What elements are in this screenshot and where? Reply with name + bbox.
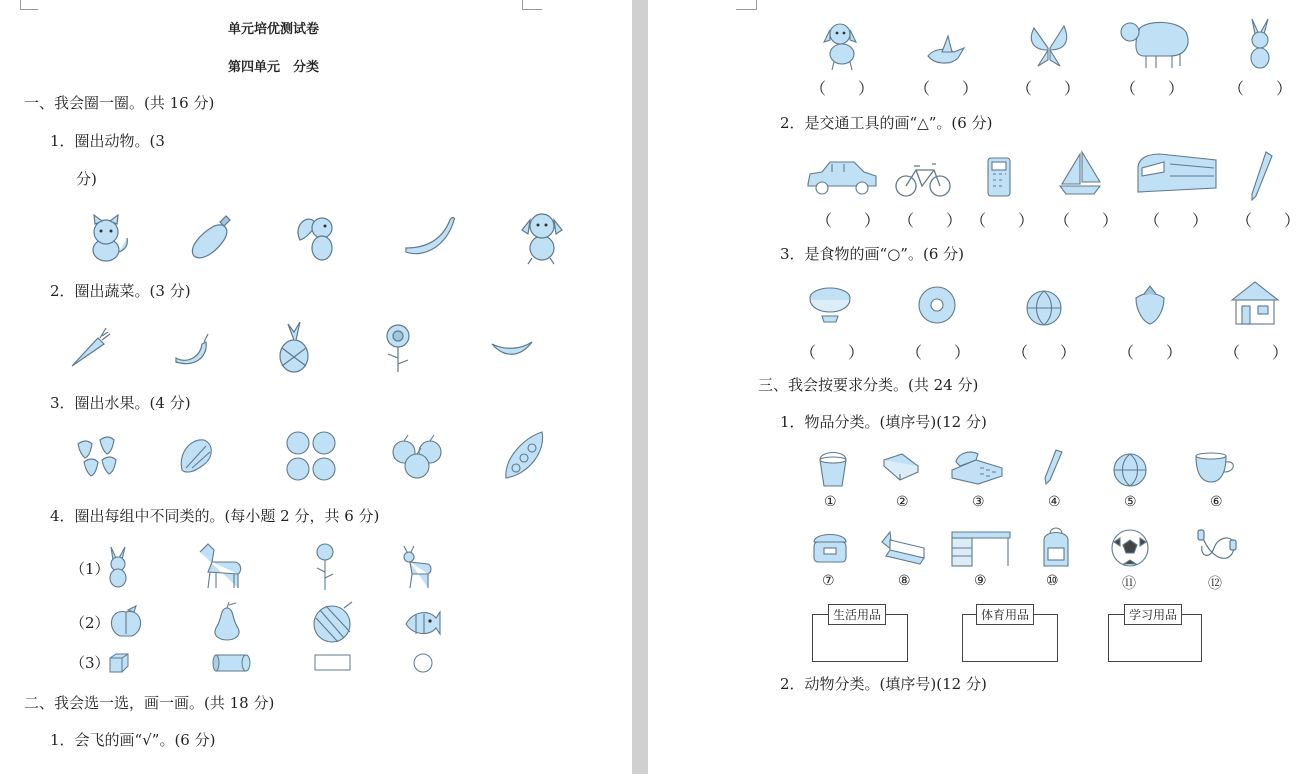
strawberries-icon[interactable]	[74, 434, 122, 478]
item-number: ⑪	[1122, 576, 1136, 592]
left-page	[0, 0, 632, 774]
rice-bowl-icon[interactable]	[806, 282, 854, 326]
train-icon[interactable]	[1134, 150, 1218, 198]
crop-mark	[522, 9, 542, 10]
page-gap	[632, 0, 648, 774]
s2-q1-text: 1．会飞的画“√”。(6 分)	[50, 731, 216, 749]
cylinder-icon[interactable]	[212, 653, 252, 673]
blank-paren[interactable]: （ ）	[1016, 79, 1081, 98]
q4-text: 4．圈出每组中不同类的。(每小题 2 分，共 6 分)	[50, 507, 380, 525]
blank-paren[interactable]: （ ）	[1054, 211, 1119, 230]
butterfly-icon[interactable]	[1028, 24, 1070, 72]
pear-icon[interactable]	[210, 602, 244, 642]
circle-icon[interactable]	[412, 652, 434, 674]
rice-cooker-icon[interactable]	[810, 528, 850, 568]
blank-paren[interactable]: （ ）	[1224, 343, 1289, 362]
cup-icon[interactable]	[1192, 450, 1240, 486]
squirrel-icon[interactable]	[292, 210, 344, 264]
carrot-icon[interactable]	[68, 326, 112, 370]
banana-icon[interactable]	[402, 214, 458, 260]
blank-paren[interactable]: （ ）	[816, 211, 881, 230]
bucket-icon[interactable]	[816, 450, 850, 488]
blank-paren[interactable]: （ ）	[906, 343, 971, 362]
box-label: 生活用品	[828, 604, 886, 625]
blank-paren[interactable]: （ ）	[914, 79, 979, 98]
s3-q1-text: 1．物品分类。(填序号)(12 分)	[780, 413, 987, 431]
cabbage-icon[interactable]	[176, 434, 218, 476]
fish-icon[interactable]	[402, 606, 442, 640]
item-number: ②	[896, 494, 909, 510]
bed-icon[interactable]	[880, 528, 930, 568]
peas-icon[interactable]	[500, 428, 550, 484]
rose-icon[interactable]	[312, 542, 338, 592]
section1-heading: 一、我会圈一圈。(共 16 分)	[24, 94, 215, 112]
ball-icon[interactable]	[1024, 288, 1064, 328]
cucumber-icon[interactable]	[490, 338, 534, 360]
q3-text: 3．是食物的画“○”。(6 分)	[780, 245, 964, 263]
blank-paren[interactable]: （ ）	[800, 343, 865, 362]
crop-mark	[736, 9, 756, 10]
pencil-icon[interactable]	[1042, 448, 1064, 486]
house-icon[interactable]	[1230, 280, 1280, 326]
deer-icon[interactable]	[400, 544, 436, 590]
section3-heading: 三、我会按要求分类。(共 24 分)	[758, 376, 979, 394]
pineapple-icon[interactable]	[274, 320, 314, 374]
item-number: ⑨	[974, 573, 987, 589]
sheep-icon[interactable]	[1118, 16, 1192, 72]
cat-icon[interactable]	[80, 212, 132, 264]
sailboat-icon[interactable]	[1056, 150, 1104, 198]
puppy-icon[interactable]	[820, 20, 860, 72]
item-number: ⑥	[1210, 494, 1223, 510]
bicycle-icon[interactable]	[894, 156, 952, 198]
sunflower-icon[interactable]	[378, 322, 418, 374]
chili-icon[interactable]	[172, 330, 212, 370]
peach-icon[interactable]	[106, 604, 146, 640]
strawberry-icon[interactable]	[1130, 284, 1170, 326]
crop-mark	[20, 9, 38, 10]
item-number: ⑫	[1208, 576, 1222, 592]
s3-q2-text: 2．动物分类。(填序号)(12 分)	[780, 675, 987, 693]
q2-text: 2．圈出蔬菜。(3 分)	[50, 282, 191, 300]
item-number: ⑦	[822, 573, 835, 589]
jump-rope-icon[interactable]	[1194, 526, 1240, 568]
bird-icon[interactable]	[924, 34, 966, 70]
item-number: ⑩	[1046, 573, 1059, 589]
blank-paren[interactable]: （ ）	[1118, 343, 1183, 362]
car-icon[interactable]	[804, 156, 880, 198]
blank-paren[interactable]: （ ）	[1144, 211, 1209, 230]
q4-row3-label: （3）	[70, 654, 110, 672]
q3-text: 3．圈出水果。(4 分)	[50, 394, 191, 412]
section2-heading: 二、我会选一选，画一画。(共 18 分)	[24, 694, 275, 712]
item-number: ①	[824, 494, 837, 510]
blank-paren[interactable]: （ ）	[970, 211, 1035, 230]
q4-row1-label: （1）	[70, 560, 110, 578]
dog-icon[interactable]	[516, 208, 566, 266]
donut-icon[interactable]	[916, 284, 958, 326]
phone-icon[interactable]	[984, 156, 1014, 198]
item-number: ⑤	[1124, 494, 1137, 510]
item-number: ⑧	[898, 573, 911, 589]
q4-row2-label: （2）	[70, 614, 110, 632]
q1-text: 1．圈出动物。(3	[50, 132, 165, 150]
page-title: 单元培优测试卷	[228, 22, 320, 37]
rectangle-icon[interactable]	[314, 654, 352, 672]
blank-paren[interactable]: （ ）	[1120, 79, 1185, 98]
rabbit-icon[interactable]	[104, 546, 132, 588]
basketball-icon[interactable]	[1112, 452, 1148, 488]
crop-mark	[756, 0, 757, 10]
q1-text-cont: 分)	[76, 170, 97, 188]
telephone-icon[interactable]	[948, 448, 1004, 486]
cube-icon[interactable]	[108, 652, 130, 674]
page-subtitle: 第四单元 分类	[228, 60, 320, 75]
rabbit-icon[interactable]	[1246, 18, 1274, 70]
soccer-ball-icon[interactable]	[1110, 528, 1150, 568]
blank-paren[interactable]: （ ）	[1012, 343, 1077, 362]
oranges-icon[interactable]	[390, 432, 446, 480]
right-page	[648, 0, 1310, 774]
item-number: ③	[972, 494, 985, 510]
eggplant-icon[interactable]	[186, 212, 236, 262]
box-label: 体育用品	[976, 604, 1034, 625]
item-number: ④	[1048, 494, 1061, 510]
backpack-icon[interactable]	[1036, 526, 1076, 568]
pen-icon[interactable]	[1248, 150, 1274, 202]
eggs-icon[interactable]	[284, 430, 340, 482]
q2-text: 2．是交通工具的画“△”。(6 分)	[780, 114, 993, 132]
blank-paren[interactable]: （ ）	[1236, 211, 1301, 230]
horse-icon[interactable]	[194, 542, 246, 590]
desk-icon[interactable]	[948, 526, 1014, 570]
box-label: 学习用品	[1124, 604, 1182, 625]
blank-paren[interactable]: （ ）	[810, 79, 875, 98]
blank-paren[interactable]: （ ）	[898, 211, 963, 230]
blank-paren[interactable]: （ ）	[1228, 79, 1293, 98]
watermelon-icon[interactable]	[312, 600, 356, 644]
book-icon[interactable]	[880, 452, 920, 486]
